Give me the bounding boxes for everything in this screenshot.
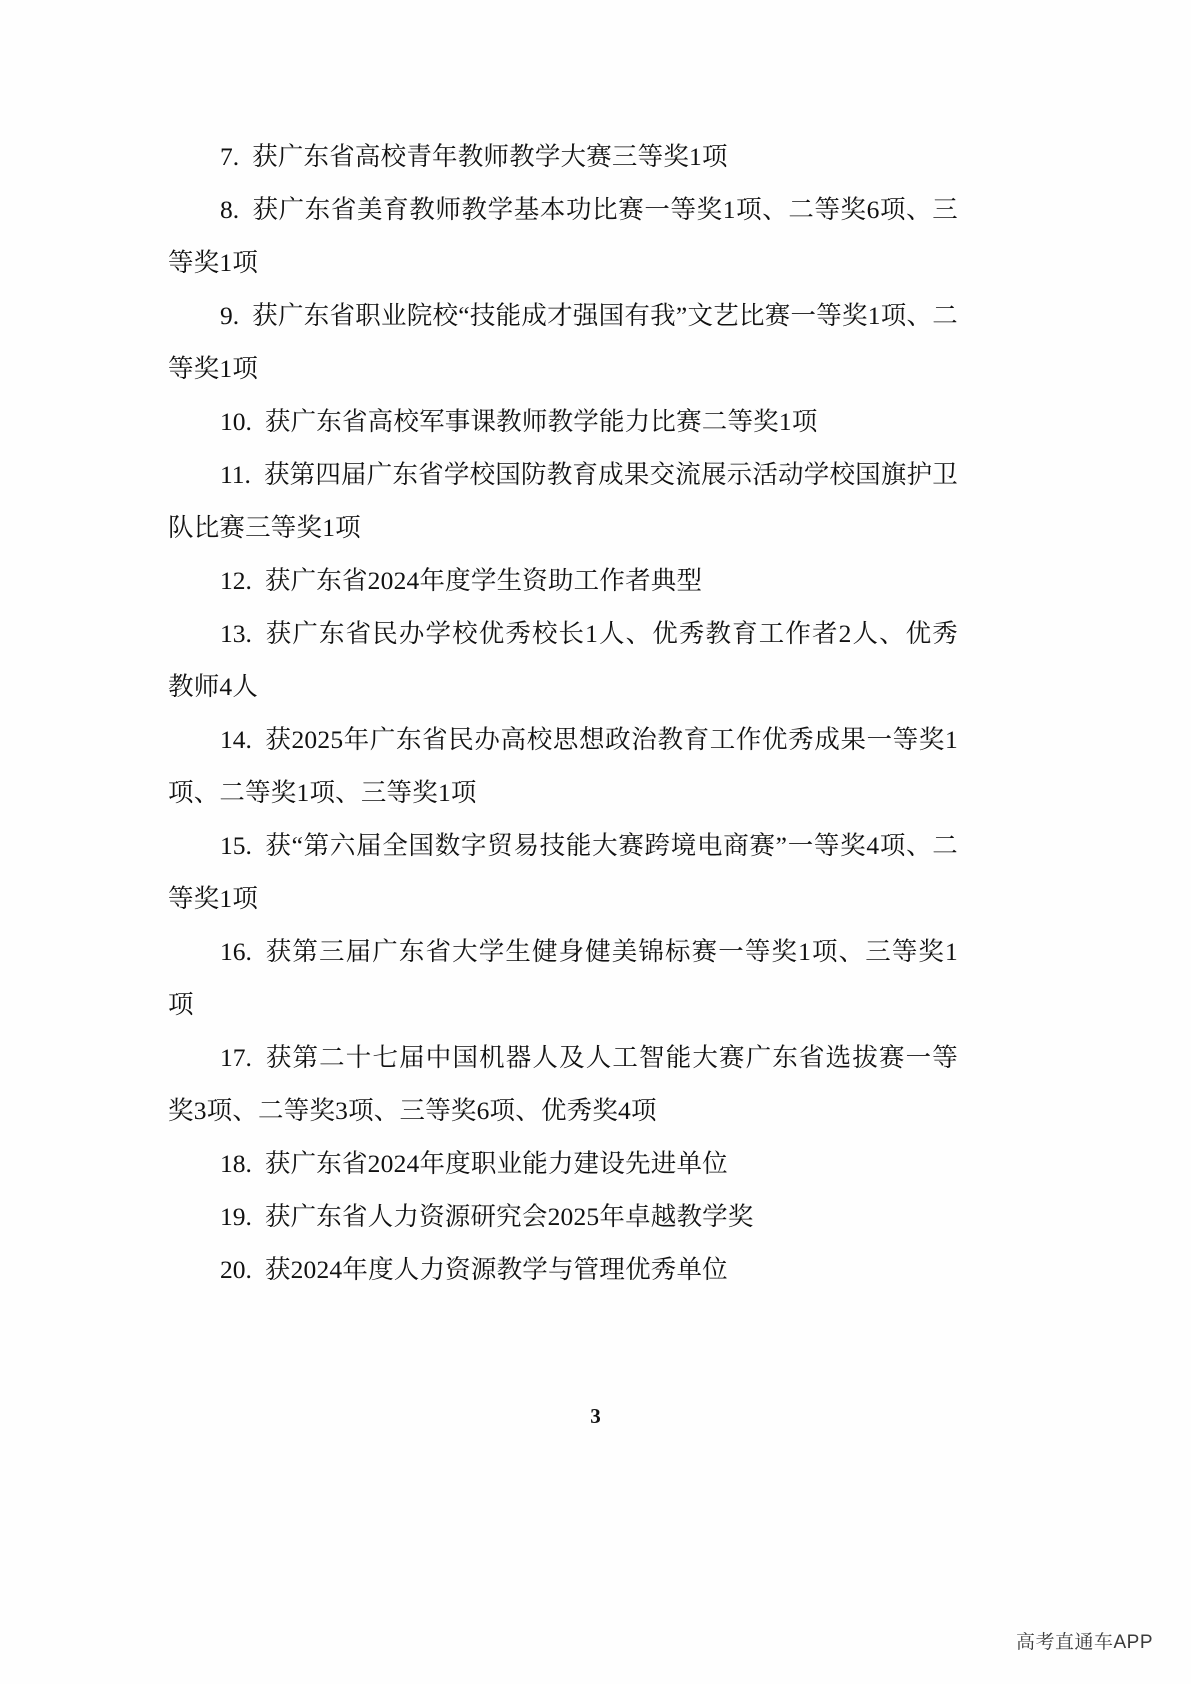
list-item-number: 19. <box>220 1202 252 1231</box>
list-item-text: 获广东省美育教师教学基本功比赛一等奖1项、二等奖6项、三等奖1项 <box>168 195 958 277</box>
list-item <box>168 713 958 819</box>
list-item <box>168 925 958 1031</box>
list-item-text: 获第三届广东省大学生健身健美锦标赛一等奖1项、三等奖1项 <box>168 937 958 1019</box>
list-item-text: 获广东省高校青年教师教学大赛三等奖1项 <box>252 142 728 171</box>
list-item-number: 16. <box>220 937 252 966</box>
document-body <box>168 130 958 1296</box>
list-item-text: 获广东省职业院校“技能成才强国有我”文艺比赛一等奖1项、二等奖1项 <box>168 301 958 383</box>
list-item-text: 获广东省2024年度职业能力建设先进单位 <box>264 1149 728 1178</box>
list-item-text: 获2025年广东省民办高校思想政治教育工作优秀成果一等奖1项、二等奖1项、三等奖1项 <box>168 725 958 807</box>
list-item-number: 10. <box>220 407 252 436</box>
list-item <box>168 1031 958 1137</box>
list-item <box>168 289 958 395</box>
list-item-number: 7. <box>220 142 240 171</box>
list-item <box>168 130 958 183</box>
list-item-number: 13. <box>220 619 252 648</box>
list-item-text: 获“第六届全国数字贸易技能大赛跨境电商赛”一等奖4项、二等奖1项 <box>168 831 958 913</box>
list-item-text: 获第二十七届中国机器人及人工智能大赛广东省选拔赛一等奖3项、二等奖3项、三等奖6项、优秀奖4项 <box>168 1043 958 1125</box>
list-item-text: 获广东省高校军事课教师教学能力比赛二等奖1项 <box>264 407 818 436</box>
list-item-number: 11. <box>220 460 251 489</box>
list-item <box>168 1137 958 1190</box>
list-item <box>168 819 958 925</box>
watermark-label: 高考直通车APP <box>1015 1632 1153 1653</box>
list-item <box>168 1190 958 1243</box>
list-item-number: 9. <box>220 301 240 330</box>
list-item <box>168 607 958 713</box>
list-item <box>168 395 958 448</box>
list-item-text: 获第四届广东省学校国防教育成果交流展示活动学校国旗护卫队比赛三等奖1项 <box>168 460 958 542</box>
list-item-text: 获广东省2024年度学生资助工作者典型 <box>264 566 703 595</box>
list-item-number: 12. <box>220 566 252 595</box>
list-item-text: 获2024年度人力资源教学与管理优秀单位 <box>264 1255 728 1284</box>
list-item <box>168 554 958 607</box>
list-item-text: 获广东省民办学校优秀校长1人、优秀教育工作者2人、优秀教师4人 <box>168 619 958 701</box>
list-item-number: 15. <box>220 831 252 860</box>
list-item <box>168 448 958 554</box>
list-item-number: 18. <box>220 1149 252 1178</box>
list-item <box>168 183 958 289</box>
list-item-text: 获广东省人力资源研究会2025年卓越教学奖 <box>264 1202 754 1231</box>
list-item-number: 17. <box>220 1043 252 1072</box>
page-number: 3 <box>590 1404 601 1428</box>
list-item <box>168 1243 958 1296</box>
list-item-number: 8. <box>220 195 240 224</box>
list-item-number: 14. <box>220 725 252 754</box>
list-item-number: 20. <box>220 1255 252 1284</box>
